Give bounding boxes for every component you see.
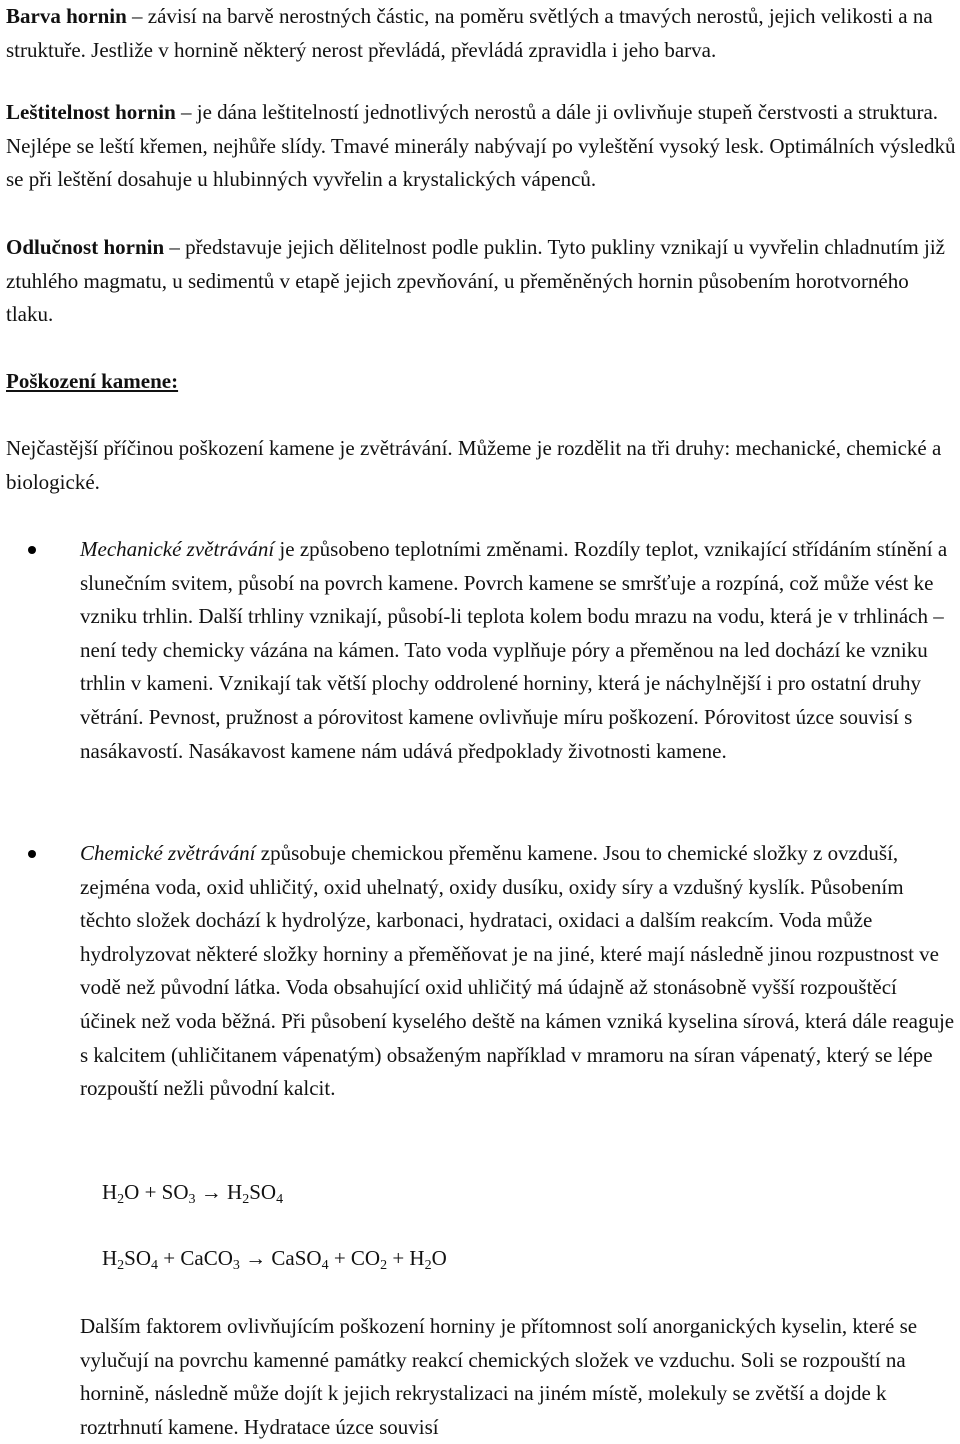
term-lesk: Leštitelnost hornin [6, 100, 176, 124]
intro-paragraph: Nejčastější příčinou poškození kamene je zvětrávání. Můžeme je rozdělit na tři druhy: mechanické, chemické a biologické. [6, 436, 942, 494]
text-odlucnost: – představuje jejich dělitelnost podle puklin. Tyto pukliny vznikají u vyvřelin chladnutím již ztuhlého magmatu, u sedimentů v etapě jejich zpevňování, u přeměněných hornin působením horotvorného tlaku. [6, 235, 945, 327]
bullet-icon [28, 546, 36, 554]
paragraph-lesk [6, 96, 956, 197]
list-item-mechanical [80, 533, 956, 768]
term-barva: Barva hornin [6, 4, 127, 28]
section-heading: Poškození kamene: [6, 369, 179, 393]
formula-1: $H_2O + SO_3 \to H_2SO_4$ [102, 1180, 284, 1207]
list-item-chemical [80, 837, 956, 1106]
term-odlucnost: Odlučnost hornin [6, 235, 165, 259]
term-mechanical: Mechanické zvětrávání [80, 537, 275, 561]
formula-2: $H_2SO_4$ + CaCO$_3$ → CaSO$_4$ + $CO_2 + H_2O$ [102, 1246, 447, 1273]
paragraph-barva [6, 0, 956, 67]
term-chemical: Chemické zvětrávání [80, 841, 256, 865]
text-barva: – závisí na barvě nerostných částic, na poměru světlých a tmavých nerostů, jejich velikosti a na struktuře. Jestliže v hornině některý nerost převládá, převládá zpravidla i jeho barva. [6, 4, 933, 62]
paragraph-odlucnost [6, 231, 956, 332]
text-mechanical: je způsobeno teplotními změnami. Rozdíly teplot, vznikající střídáním stínění a slunečním svitem, působí na povrch kamene. Povrch kamene se smršťuje a rozpíná, což může vést ke vzniku trhlin. Další trhliny vznikají, působí-li teplota kolem bodu mrazu na vodu, která je v trhlinách – není tedy chemicky vázána na kámen. Tato voda vyplňuje póry a přeměnou na led dochází ke vzniku trhlin v kameni. Vznikají tak větší plochy oddrolené horniny, která je náchylnější i pro ostatní druhy větrání. Pevnost, pružnost a pórovitost kamene ovlivňuje míru poškození. Pórovitost úzce souvisí s nasákavostí. Nasákavost kamene nám udává předpoklady životnosti kamene. [80, 537, 948, 763]
bullet-icon [28, 850, 36, 858]
text-chemical: způsobuje chemickou přeměnu kamene. Jsou to chemické složky z ovzduší, zejména voda, oxid uhličitý, oxid uhelnatý, oxidy dusíku, oxidy síry a vzdušný kyslík. Působením těchto složek dochází k hydrolýze, karbonaci, hydrataci, oxidaci a dalším reakcím. Voda může hydrolyzovat některé složky horniny a přeměňovat je na jiné, které mají následně jinou rozpustnost ve vodě než původní látka. Voda obsahující oxid uhličitý má údajně až stonásobně vyšší rozpouštěcí účinek než voda běžná. Při působení kyselého deště na kámen vzniká kyselina sírová, která dále reaguje s kalcitem (uhličitanem vápenatým) obsaženým například v mramoru na síran vápenatý, který se lépe rozpouští nežli původní kalcit. [80, 841, 955, 1101]
closing-paragraph: Dalším faktorem ovlivňujícím poškození horniny je přítomnost solí anorganických kyselin, které se vylučují na povrchu kamenné památky reakcí chemických složek ve vzduchu. Soli se rozpouští na hornině, následně může dojít k jejich rekrystalizaci na jiném místě, molekuly se zvětší a dojde k roztrhnutí kamene. Hydratace úzce souvisí [80, 1314, 918, 1439]
text-lesk: – je dána leštitelností jednotlivých nerostů a dále ji ovlivňuje stupeň čerstvosti a struktura. Nejlépe se leští křemen, nejhůře slídy. Tmavé minerály nabývají po vyleštění vysoký lesk. Optimálních výsledků se při leštění dosahuje u hlubinných vyvřelin a krystalických vápenců. [6, 100, 956, 192]
